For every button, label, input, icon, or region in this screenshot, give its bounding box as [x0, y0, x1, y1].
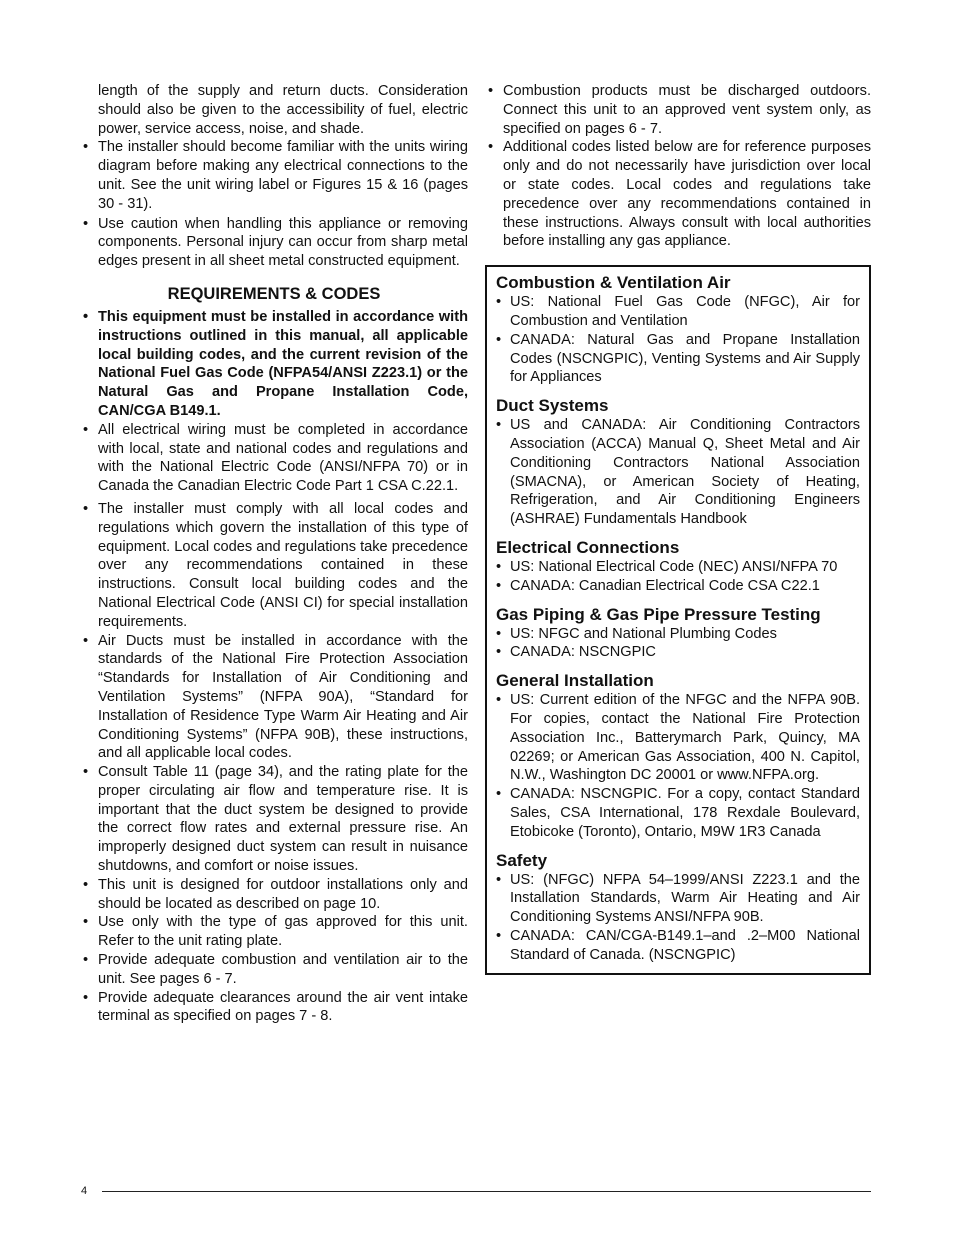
bullet-icon: •: [496, 625, 502, 642]
bullet-icon: •: [83, 876, 89, 893]
left-column: [80, 82, 468, 1026]
footer-divider: [102, 1191, 871, 1192]
bullet-icon: •: [83, 421, 89, 438]
continuation-paragraph: length of the supply and return ducts. Consideration should also be given to the accessibility of fuel, electric power, service access, noise, and shade.: [98, 83, 468, 137]
right-bullet-list: [485, 82, 871, 251]
code-group-safety: [496, 851, 860, 965]
list-item: • CANADA: CAN/CGA-B149.1–and .2–M00 National Standard of Canada. (NSCNGPIC): [496, 927, 860, 963]
reference-codes-box: [485, 265, 871, 975]
bullet-icon: •: [496, 577, 502, 594]
list-item-bold: • This equipment must be installed in accordance with instructions outlined in this manual, all applicable local building codes, and the current revision of the National Fuel Gas Code (NFPA54/ANSI Z223.1) or the Natural Gas and Propane Installation Code, CAN/CGA B149.1.: [83, 308, 468, 419]
list-item: • Combustion products must be discharged outdoors. Connect this unit to an approved vent system only, as specified on pages 6 - 7.: [488, 83, 871, 137]
list-item: • Provide adequate clearances around the air vent intake terminal as specified on pages 7 - 8.: [83, 989, 468, 1025]
list-item: • CANADA: NSCNGPIC: [496, 644, 656, 661]
group-heading: Electrical Connections: [496, 537, 680, 557]
bullet-icon: •: [83, 952, 89, 969]
list-item: • CANADA: Canadian Electrical Code CSA C22.1: [496, 577, 820, 594]
list-item: • Use only with the type of gas approved for this unit. Refer to the unit rating plate.: [83, 914, 468, 950]
bullet-icon: •: [496, 331, 502, 348]
code-group-gas-piping: [496, 605, 860, 663]
bullet-icon: •: [496, 871, 502, 888]
list-item: • The installer must comply with all local codes and regulations which govern the installation of this type of equipment. Local codes and regulations take precedence over any recommendations contained in these instructions. Consult local building codes and the National Electrical Code (ANSI CI) for special installation requirements.: [83, 500, 468, 630]
list-item: • US: NFGC and National Plumbing Codes: [496, 625, 777, 642]
bullet-icon: •: [83, 764, 89, 781]
requirements-bullet-list: [80, 308, 468, 1026]
bullet-icon: •: [496, 294, 502, 311]
list-item: • US: National Electrical Code (NEC) ANSI/NFPA 70: [496, 558, 838, 575]
bullet-icon: •: [496, 927, 502, 944]
list-item: • Use caution when handling this appliance or removing components. Personal injury can occur from sharp metal edges present in all sheet metal constructed equipment.: [83, 215, 468, 270]
group-heading: General Installation: [496, 671, 654, 691]
bullet-icon: •: [83, 632, 89, 649]
bullet-icon: •: [488, 83, 494, 99]
bullet-icon: •: [496, 786, 502, 803]
code-group-combustion: [496, 273, 860, 387]
list-item: • All electrical wiring must be completed in accordance with local, state and national codes and regulations and with the National Electric Code (ANSI/NFPA 70) or in Canada the Canadian Electric Code Part 1 CSA C.22.1.: [83, 421, 468, 495]
group-heading: Duct Systems: [496, 396, 609, 416]
bullet-icon: •: [83, 139, 89, 156]
list-item: • CANADA: NSCNGPIC. For a copy, contact Standard Sales, CSA International, 178 Rexdale Boulevard, Etobicoke (Toronto), Ontario, M9W 1R3 Canada: [496, 786, 860, 840]
code-group-general: [496, 671, 860, 841]
bullet-icon: •: [83, 989, 89, 1006]
bullet-icon: •: [496, 558, 502, 575]
list-item: • CANADA: Natural Gas and Propane Installation Codes (NSCNGPIC), Venting Systems and Air Supply for Appliances: [496, 331, 860, 386]
bullet-icon: •: [83, 500, 89, 517]
bullet-icon: •: [83, 914, 89, 931]
list-item: • Consult Table 11 (page 34), and the rating plate for the proper circulating air flow and temperature rise. It is important that the duct system be designed to provide the correct flow rates and external pressure rise. An improperly designed duct system can result in nuisance shutdowns, and comfort or noise issues.: [83, 764, 468, 875]
code-group-duct: [496, 396, 860, 529]
list-item: • Additional codes listed below are for reference purposes only and do not necessarily have jurisdiction over local or state codes. Local codes and regulations take precedence over any recommendations contained in these instructions. Always consult with local authorities before installing any gas appliance.: [488, 139, 871, 250]
bullet-icon: •: [496, 692, 502, 709]
list-item: • US: Current edition of the NFGC and the NFPA 90B. For copies, contact the National Fire Protection Association Inc., Batterymarch Park, Quincy, MA 02269; or American Gas Association, 400 N. Capitol, N.W., Washington DC 20001 or www.NFPA.org.: [496, 692, 860, 784]
bullet-icon: •: [488, 139, 494, 156]
section-heading: REQUIREMENTS & CODES: [167, 284, 381, 303]
list-item: • US: National Fuel Gas Code (NFGC), Air for Combustion and Ventilation: [496, 294, 860, 329]
bullet-icon: •: [496, 644, 502, 661]
group-heading: Gas Piping & Gas Pipe Pressure Testing: [496, 604, 821, 624]
list-item: • Provide adequate combustion and ventilation air to the unit. See pages 6 - 7.: [83, 952, 468, 987]
list-item: • The installer should become familiar with the units wiring diagram before making any electrical connections to the unit. See the unit wiring label or Figures 15 & 16 (pages 30 - 31).: [83, 139, 468, 212]
bullet-icon: •: [83, 215, 89, 232]
top-bullet-list: [80, 138, 468, 271]
list-item: • US and CANADA: Air Conditioning Contractors Association (ACCA) Manual Q, Sheet Metal and Air Conditioning Contractors National Association (SMACNA), or American Society of Heating, Refrigeration, and Air Conditioning Engineers (ASHRAE) Fundamentals Handbook: [496, 417, 860, 528]
list-item: • This unit is designed for outdoor installations only and should be located as described on page 10.: [83, 876, 468, 912]
code-group-electrical: [496, 538, 860, 596]
right-column: [485, 82, 871, 975]
page-number: 4: [81, 1185, 88, 1197]
bullet-icon: •: [83, 308, 89, 325]
group-heading: Safety: [496, 850, 548, 870]
group-heading: Combustion & Ventilation Air: [496, 273, 731, 293]
list-item: • Air Ducts must be installed in accordance with the standards of the National Fire Protection Association “Standards for Installation of Air Conditioning and Ventilation Systems” (NFPA 90A), “Standard for Installation of Residence Type Warm Air Heating and Air Conditioning Systems” (NFPA 90B), these instructions, and all applicable local codes.: [83, 632, 468, 762]
bullet-icon: •: [496, 417, 502, 434]
list-item: • US: (NFGC) NFPA 54–1999/ANSI Z223.1 and the Installation Standards, Warm Air Heating and Air Conditioning Systems ANSI/NFPA 90B.: [496, 871, 860, 926]
